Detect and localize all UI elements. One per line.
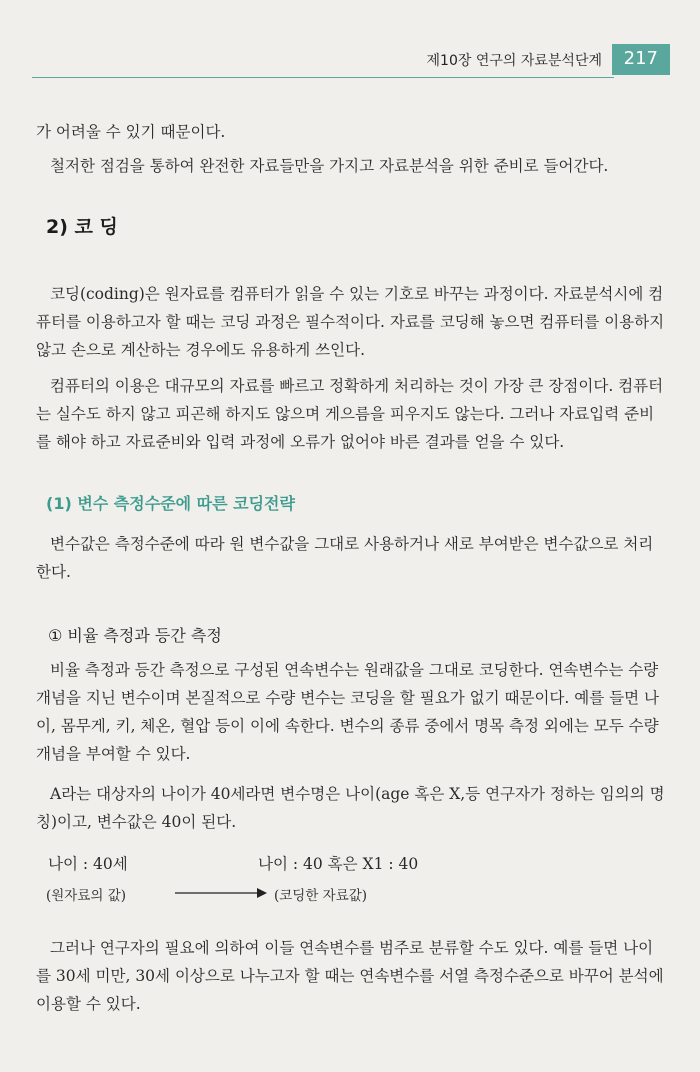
paragraph-continuous-variables: 비율 측정과 등간 측정으로 구성된 연속변수는 원래값을 그대로 코딩한다. 연속변수는 수량 개념을 지닌 변수이며 본질적으로 수량 변수는 코딩을 할 필요가 없기 때문이다. 예를 들면 나이, 몸무게, 키, 체온, 혈압 등이 이에 속한다. 변수의 종류 중에서 명목 측정 외에는 모두 수량 개념을 부여할 수 있다. [36, 661, 659, 763]
paragraph-computer-use: 컴퓨터의 이용은 대규모의 자료를 빠르고 정확하게 처리하는 것이 가장 큰 장점이다. 컴퓨터는 실수도 하지 않고 피곤해 하지도 않으며 게으름을 피우지도 않는다. 그러나 자료입력 준비를 해야 하고 자료준비와 입력 과정에 오류가 없어야 바른 결과를 얻을 수 있다. [36, 377, 664, 451]
minor-title-ratio-interval: ① 비율 측정과 등간 측정 [48, 626, 222, 645]
chapter-title: 제10장 연구의 자료분석단계 [426, 53, 602, 69]
example-coded-caption: (코딩한 자료값) [274, 888, 368, 904]
paragraph-categorization: 그러나 연구자의 필요에 의하여 이들 연속변수를 범주로 분류할 수도 있다. 예를 들면 나이를 30세 미만, 30세 이상으로 나누고자 할 때는 연속변수를 서열 측정수준으로 바꾸어 분석에 이용할 수 있다. [36, 939, 664, 1013]
paragraph-inspection: 철저한 점검을 통하여 완전한 자료들만을 가지고 자료분석을 위한 준비로 들어간다. [50, 157, 609, 175]
subsection-title-strategy: (1) 변수 측정수준에 따른 코딩전략 [46, 494, 295, 513]
paragraph-variable-values: 변수값은 측정수준에 따라 원 변수값을 그대로 사용하거나 새로 부여받은 변수값으로 처리한다. [36, 535, 654, 581]
example-raw-value: 나이 : 40세 [48, 855, 128, 873]
page-number: 217 [612, 44, 670, 75]
paragraph-continuation: 가 어려울 수 있기 때문이다. [36, 123, 226, 141]
paragraph-coding-definition: 코딩(coding)은 원자료를 컴퓨터가 읽을 수 있는 기호로 바꾸는 과정이다. 자료분석시에 컴퓨터를 이용하고자 할 때는 코딩 과정은 필수적이다. 자료를 코딩해 놓으면 컴퓨터를 이용하지 않고 손으로 계산하는 경우에도 유용하게 쓰인다. [36, 285, 665, 359]
example-raw-caption: (원자료의 값) [46, 888, 127, 904]
arrow-icon [175, 887, 267, 899]
section-title-coding: 2) 코 딩 [46, 216, 118, 238]
example-coded-value: 나이 : 40 혹은 X1 : 40 [258, 855, 419, 873]
header-rule [32, 77, 614, 78]
running-header [0, 40, 700, 90]
paragraph-age-example: A라는 대상자의 나이가 40세라면 변수명은 나이(age 혹은 X,등 연구자가 정하는 임의의 명칭)이고, 변수값은 40이 된다. [36, 785, 665, 831]
